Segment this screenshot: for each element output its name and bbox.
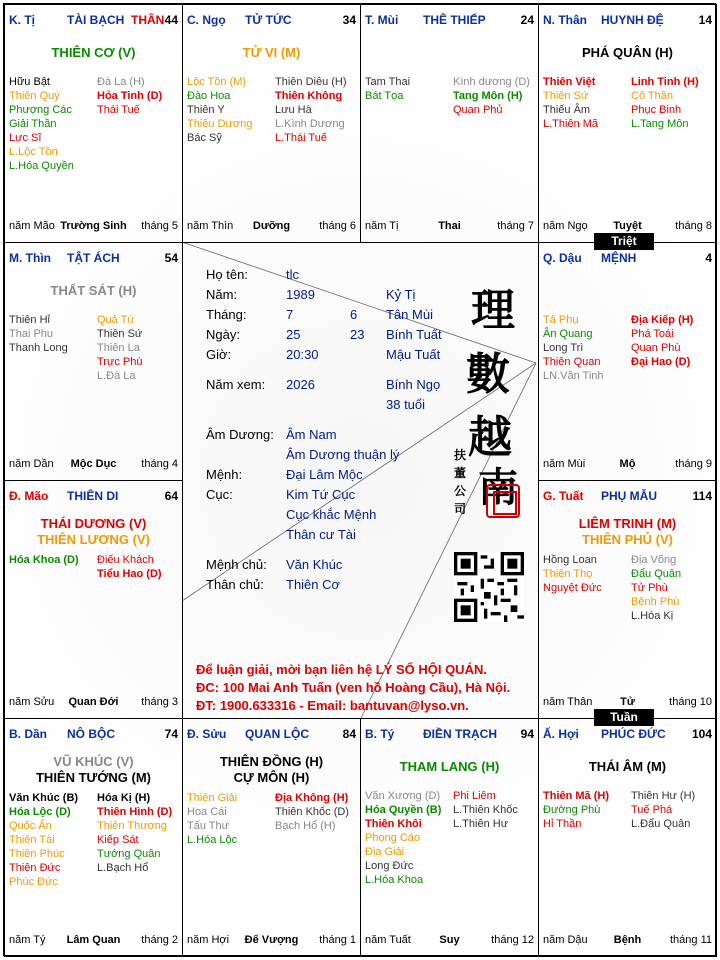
palace-age: 24 <box>520 13 534 27</box>
footer-year: năm Dậu <box>543 934 588 946</box>
center-info-panel <box>186 246 540 720</box>
star-item: Tiểu Hao (D) <box>97 568 162 580</box>
star-item: Long Đức <box>365 860 414 872</box>
star-item: L.Đà La <box>97 370 136 382</box>
amduong-value: Âm Nam <box>286 427 337 442</box>
palace-footer <box>539 934 716 948</box>
star-item: Thiên Khôi <box>365 818 422 830</box>
footer-year: năm Hợi <box>187 934 230 946</box>
triet-tag: Triệt <box>594 233 654 250</box>
right-star-list <box>631 553 681 623</box>
star-item: Thiên Quan <box>543 356 601 368</box>
footer-month: tháng 1 <box>319 934 356 946</box>
main-star: THÁI DƯƠNG (V) <box>40 516 147 531</box>
palace-header <box>5 489 182 505</box>
palace-name: MỆNH <box>601 251 637 265</box>
main-star: THAM LANG (H) <box>399 759 500 774</box>
day-solar: 25 <box>286 327 301 342</box>
star-item: Thiên Sứ <box>97 328 143 340</box>
palace-cell-ty[interactable] <box>360 718 539 957</box>
palace-header <box>539 13 716 29</box>
right-star-list <box>275 75 347 145</box>
than-chu-label: Thân chủ: <box>206 577 264 592</box>
right-star-list <box>97 75 162 117</box>
palace-name: TẬT ÁCH <box>67 251 120 265</box>
star-item: Phong Cáo <box>365 832 421 844</box>
star-item: Văn Khúc (B) <box>9 792 79 804</box>
palace-age: 14 <box>698 13 712 27</box>
star-item: Thiên Mã (H) <box>543 790 609 802</box>
main-star: LIÊM TRINH (M) <box>578 516 677 531</box>
hour-label: Giờ: <box>206 347 232 362</box>
than-marker: THÂN <box>131 13 165 27</box>
amduong-label: Âm Dương: <box>206 427 274 442</box>
left-star-list <box>543 789 609 831</box>
footer-month: tháng 11 <box>669 934 712 946</box>
footer-stage: Dưỡng <box>252 220 291 232</box>
palace-branch: G. Tuất <box>543 489 584 503</box>
footer-year: năm Tý <box>9 934 46 946</box>
palace-footer <box>361 934 538 948</box>
palace-name: HUYNH ĐỆ <box>601 13 664 27</box>
star-item: Kình dương (D) <box>453 76 530 88</box>
star-item: Hoa Cái <box>187 806 227 818</box>
year-label: Năm: <box>206 287 238 302</box>
star-item: Phúc Đức <box>9 876 58 888</box>
month-can: Tân Mùi <box>386 307 433 322</box>
palace-header <box>183 727 360 743</box>
palace-header <box>5 727 182 743</box>
name-label: Họ tên: <box>206 267 248 282</box>
palace-name: PHÚC ĐỨC <box>601 727 666 741</box>
footer-stage: Tử <box>620 696 635 708</box>
palace-age: 44 <box>164 13 178 27</box>
palace-cell-mao[interactable] <box>4 480 183 719</box>
star-item: Đào Hoa <box>187 90 231 102</box>
star-item: Đường Phù <box>543 804 601 816</box>
star-item: Hóa Lộc (D) <box>9 806 71 818</box>
star-item: Lưu Hà <box>275 104 312 116</box>
qr-code-icon <box>454 552 524 622</box>
star-item: Hóa Quyền (B) <box>365 804 442 816</box>
star-item: L.Thiên Khốc <box>453 804 518 816</box>
star-item: L.Đẩu Quân <box>631 818 691 830</box>
palace-name: TÀI BẠCH <box>67 13 125 27</box>
star-item: Thiên Quý <box>9 90 60 102</box>
star-item: Thiên Y <box>187 104 225 116</box>
footer-year: năm Thìn <box>187 220 234 232</box>
month-solar: 7 <box>286 307 294 322</box>
star-item: Hóa Kị (H) <box>97 792 151 804</box>
footer-month: tháng 6 <box>319 220 356 232</box>
star-item: L.Hóa Quyền <box>9 160 74 172</box>
palace-name: PHỤ MẪU <box>601 489 657 503</box>
star-item: Kiếp Sát <box>97 834 139 846</box>
day-can: Bính Tuất <box>386 327 442 342</box>
footer-year: năm Sửu <box>9 696 55 708</box>
main-star: THIÊN CƠ (V) <box>51 45 136 60</box>
view-year-can: Bính Ngọ <box>386 377 441 392</box>
star-item: L.Kình Dương <box>275 118 345 130</box>
than-cu-note: Thân cư Tài <box>286 527 356 542</box>
hour-value: 20:30 <box>286 347 319 362</box>
star-item: Quả Tú <box>97 314 134 326</box>
year-can: Kỷ Tị <box>386 287 416 302</box>
star-item: Tang Môn (H) <box>453 90 523 102</box>
star-item: Bác Sỹ <box>187 132 222 144</box>
palace-cell-dau[interactable] <box>538 242 717 481</box>
hour-can: Mậu Tuất <box>386 347 441 362</box>
horoscope-board <box>3 3 716 956</box>
palace-name: ĐIỀN TRẠCH <box>423 727 497 741</box>
amduong-note: Âm Dương thuận lý <box>286 447 400 462</box>
star-item: Tướng Quân <box>97 848 161 860</box>
palace-footer <box>539 220 716 234</box>
star-item: Địa Giải <box>365 846 405 858</box>
palace-footer <box>539 458 716 472</box>
star-item: L.Thiên Mã <box>543 118 599 130</box>
star-item: L.Thái Tuế <box>275 132 327 144</box>
main-star: TỬ VI (M) <box>242 45 301 60</box>
star-item: Thiên Giải <box>187 792 238 804</box>
right-star-list <box>631 75 699 131</box>
cuc-label: Cục: <box>206 487 233 502</box>
view-year-label: Năm xem: <box>206 377 266 392</box>
footer-month: tháng 3 <box>141 696 178 708</box>
star-item: L.Hóa Kị <box>631 610 674 622</box>
palace-footer <box>5 458 182 472</box>
star-item: Linh Tinh (H) <box>631 76 699 88</box>
star-item: Thiên Thọ <box>543 568 593 580</box>
star-item: L.Bạch Hổ <box>97 862 149 874</box>
star-item: Thiên Hỉ <box>9 314 50 326</box>
star-item: Thiên Khốc (D) <box>275 806 349 818</box>
right-star-list <box>97 791 172 875</box>
left-star-list <box>9 75 74 173</box>
star-item: Văn Xương (D) <box>365 790 441 802</box>
star-item: Hồng Loan <box>543 554 597 566</box>
palace-branch: N. Thân <box>543 13 587 27</box>
contact-address: ĐC: 100 Mai Anh Tuấn (ven hồ Hoàng Cầu), Hà Nội. <box>196 680 511 695</box>
star-item: Thiên Hình (D) <box>97 806 173 818</box>
palace-header <box>183 13 360 29</box>
palace-branch: M. Thìn <box>9 251 51 265</box>
palace-branch: Đ. Sửu <box>187 727 227 741</box>
left-star-list <box>365 75 410 103</box>
star-item: L.Hóa Lộc <box>187 834 238 846</box>
star-item: Thiên Sứ <box>543 90 589 102</box>
star-item: Đại Hao (D) <box>631 356 691 368</box>
footer-stage: Quan Đới <box>68 696 119 708</box>
star-item: Tả Phụ <box>543 314 579 326</box>
star-item: Thiên Hư (H) <box>631 790 696 802</box>
star-item: Thiên Đức <box>9 862 61 874</box>
footer-year: năm Tị <box>365 220 399 232</box>
day-lunar: 23 <box>350 327 365 342</box>
palace-footer <box>183 220 360 234</box>
star-item: Thiên Không <box>275 90 343 102</box>
footer-month: tháng 4 <box>141 458 178 470</box>
palace-footer <box>539 696 716 710</box>
year-value: 1989 <box>286 287 315 302</box>
footer-stage: Thai <box>438 220 461 232</box>
menh-chu-label: Mệnh chủ: <box>206 557 267 572</box>
palace-branch: B. Tý <box>365 727 395 741</box>
left-star-list <box>9 313 68 355</box>
footer-year: năm Thân <box>543 696 593 708</box>
calligraphy-char-3: 越 <box>468 412 512 463</box>
palace-name: TỬ TỨC <box>245 13 292 27</box>
footer-year: năm Mão <box>9 220 55 232</box>
palace-name: NÔ BỘC <box>67 727 115 741</box>
red-seal-stamp <box>486 484 520 518</box>
main-star: PHÁ QUÂN (H) <box>582 45 673 60</box>
star-item: Cô Thần <box>631 90 673 102</box>
star-item: Tấu Thư <box>187 820 230 832</box>
star-item: Thiên Phúc <box>9 848 65 860</box>
footer-month: tháng 12 <box>491 934 534 946</box>
palace-header <box>5 251 182 267</box>
star-item: L.Thiên Hư <box>453 818 509 830</box>
star-item: Điếu Khách <box>97 554 154 566</box>
day-label: Ngày: <box>206 327 240 342</box>
palace-branch: K. Tị <box>9 13 35 27</box>
star-item: Tam Thai <box>365 76 411 88</box>
palace-age: 4 <box>705 251 712 265</box>
left-star-list <box>187 75 252 145</box>
palace-name: THIÊN DI <box>67 489 119 503</box>
star-item: Bạch Hổ (H) <box>275 820 336 832</box>
palace-cell-suu[interactable] <box>182 718 361 957</box>
palace-header <box>539 727 716 743</box>
star-item: Quan Phủ <box>453 104 503 116</box>
star-item: Địa Không (H) <box>275 792 349 804</box>
footer-month: tháng 5 <box>141 220 178 232</box>
right-star-list <box>97 313 142 383</box>
palace-header <box>539 489 716 505</box>
star-item: Thai Phụ <box>9 328 54 340</box>
palace-branch: Đ. Mão <box>9 489 49 503</box>
star-item: Phá Toái <box>631 328 674 340</box>
calligraphy-char-4: 南 <box>478 464 518 511</box>
footer-month: tháng 9 <box>675 458 712 470</box>
palace-footer <box>361 220 538 234</box>
menh-chu-value: Văn Khúc <box>286 557 343 572</box>
left-star-list <box>9 791 78 889</box>
right-star-list <box>97 553 162 581</box>
calligraphy-char-2: 數 <box>466 349 510 400</box>
cuc-value: Kim Tứ Cục <box>286 487 356 502</box>
palace-age: 74 <box>164 727 178 741</box>
month-lunar: 6 <box>350 307 358 322</box>
palace-branch: Ấ. Hợi <box>543 727 579 741</box>
footer-year: năm Ngọ <box>543 220 588 232</box>
star-item: Phục Binh <box>631 104 682 116</box>
palace-header <box>361 727 538 743</box>
star-item: Thiên Tài <box>9 834 55 846</box>
palace-footer <box>5 934 182 948</box>
palace-header <box>361 13 538 29</box>
palace-cell-tuat[interactable] <box>538 480 717 719</box>
right-star-list <box>275 791 349 833</box>
star-item: Thiếu Âm <box>543 104 591 116</box>
palace-footer <box>5 220 182 234</box>
small-seal-text: 扶 董 公 司 <box>454 448 467 516</box>
left-star-list <box>365 789 441 887</box>
star-item: Bát Tọa <box>365 90 404 102</box>
footer-stage: Mộ <box>619 458 636 470</box>
palace-cell-ti[interactable] <box>4 4 183 243</box>
than-chu-value: Thiên Cơ <box>286 577 341 592</box>
contact-line-1: Để luận giải, mời bạn liên hệ LÝ SỐ HỘI QUÁN. <box>196 662 487 677</box>
star-item: Thiên Diêu (H) <box>275 76 347 88</box>
star-item: Bệnh Phù <box>631 596 680 608</box>
main-star: THIÊN PHỦ (V) <box>582 532 673 547</box>
footer-stage: Trường Sinh <box>60 220 127 232</box>
star-item: Đà La (H) <box>97 76 145 88</box>
palace-branch: C. Ngọ <box>187 13 226 27</box>
left-star-list <box>543 313 604 383</box>
palace-cell-ngo[interactable] <box>182 4 361 243</box>
menh-value: Đại Lâm Mộc <box>286 467 363 482</box>
palace-cell-than[interactable] <box>538 4 717 243</box>
footer-year: năm Mùi <box>543 458 586 470</box>
palace-branch: T. Mùi <box>365 13 399 27</box>
palace-name: THÊ THIẾP <box>423 13 486 27</box>
footer-stage: Mộc Dục <box>70 458 117 470</box>
palace-branch: B. Dần <box>9 727 48 741</box>
footer-year: năm Dần <box>9 458 54 470</box>
palace-branch: Q. Dậu <box>543 251 582 265</box>
star-item: Lộc Tồn (M) <box>187 76 247 88</box>
footer-stage: Suy <box>439 934 460 946</box>
name-value: tlc <box>286 267 299 282</box>
palace-age: 94 <box>520 727 534 741</box>
star-item: L.Tang Môn <box>631 118 689 130</box>
age-value: 38 tuổi <box>386 397 426 412</box>
star-item: L.Hóa Khoa <box>365 874 424 886</box>
tuan-tag: Tuần <box>594 709 654 726</box>
footer-month: tháng 10 <box>669 696 712 708</box>
star-item: Thiên La <box>97 342 140 354</box>
month-label: Tháng: <box>206 307 247 322</box>
palace-age: 54 <box>164 251 178 265</box>
star-item: Nguyệt Đức <box>543 582 602 594</box>
star-item: Long Trì <box>543 342 584 354</box>
view-year-value: 2026 <box>286 377 315 392</box>
palace-cell-mui[interactable] <box>360 4 539 243</box>
main-star: THIÊN TƯỚNG (M) <box>35 770 152 785</box>
right-star-list <box>453 789 518 831</box>
main-star: VŨ KHÚC (V) <box>53 754 134 769</box>
cuc-note: Cục khắc Mệnh <box>286 507 377 522</box>
footer-month: tháng 7 <box>497 220 534 232</box>
footer-month: tháng 2 <box>141 934 178 946</box>
footer-stage: Tuyệt <box>613 220 642 232</box>
palace-footer <box>183 934 360 948</box>
star-item: Thiên Việt <box>543 76 596 88</box>
palace-age: 34 <box>342 13 356 27</box>
palace-name: QUAN LỘC <box>245 727 309 741</box>
main-star: THIÊN LƯƠNG (V) <box>37 532 150 547</box>
star-item: Tuế Phá <box>631 804 673 816</box>
left-star-list <box>187 791 237 847</box>
left-star-list <box>9 553 79 567</box>
palace-cell-dan[interactable] <box>4 718 183 957</box>
right-star-list <box>631 313 693 369</box>
star-item: Phượng Các <box>9 104 72 116</box>
main-star: THẤT SÁT (H) <box>50 283 137 298</box>
star-item: Thái Tuế <box>97 104 140 116</box>
palace-age: 84 <box>342 727 356 741</box>
star-item: Hỏa Tinh (D) <box>97 90 163 102</box>
main-star: CỰ MÔN (H) <box>233 770 310 785</box>
star-item: Hóa Khoa (D) <box>9 554 79 566</box>
footer-month: tháng 8 <box>675 220 712 232</box>
left-star-list <box>543 75 598 131</box>
star-item: Lực Sĩ <box>9 132 42 144</box>
star-item: Địa Võng <box>631 554 677 566</box>
star-item: Ân Quang <box>543 328 593 340</box>
star-item: Thiếu Dương <box>187 118 253 130</box>
main-star: THÁI ÂM (M) <box>588 759 667 774</box>
menh-label: Mệnh: <box>206 467 243 482</box>
star-item: LN.Văn Tinh <box>543 370 604 382</box>
star-item: Tử Phù <box>631 582 668 594</box>
star-item: Hữu Bật <box>9 76 50 88</box>
palace-age: 64 <box>164 489 178 503</box>
palace-cell-thin[interactable] <box>4 242 183 481</box>
star-item: Quốc Ấn <box>9 820 52 832</box>
footer-stage: Bệnh <box>613 934 642 946</box>
star-item: Giải Thần <box>9 118 57 130</box>
star-item: Địa Kiếp (H) <box>631 314 694 326</box>
palace-age: 114 <box>692 489 712 503</box>
star-item: Trực Phù <box>97 356 143 368</box>
palace-header <box>5 13 182 29</box>
footer-stage: Đế Vượng <box>244 934 299 946</box>
star-item: Đẩu Quân <box>631 568 682 580</box>
star-item: Thiên Thương <box>97 820 168 832</box>
calligraphy-char-1: 理 <box>471 285 515 336</box>
star-item: Hỉ Thần <box>543 818 582 830</box>
main-star: THIÊN ĐỒNG (H) <box>219 754 324 769</box>
star-item: Phi Liêm <box>453 790 496 802</box>
palace-cell-hoi[interactable] <box>538 718 717 957</box>
right-star-list <box>453 75 530 117</box>
right-star-list <box>631 789 695 831</box>
palace-header <box>539 251 716 267</box>
palace-age: 104 <box>691 727 712 741</box>
footer-stage: Lâm Quan <box>66 934 121 946</box>
left-star-list <box>543 553 602 595</box>
contact-phone-email[interactable]: ĐT: 1900.633316 - Email: bantuvan@lyso.vn. <box>196 698 469 713</box>
star-item: L.Lộc Tồn <box>9 146 58 158</box>
star-item: Thanh Long <box>9 342 68 354</box>
palace-footer <box>5 696 182 710</box>
footer-year: năm Tuất <box>365 934 411 946</box>
star-item: Quan Phù <box>631 342 681 354</box>
